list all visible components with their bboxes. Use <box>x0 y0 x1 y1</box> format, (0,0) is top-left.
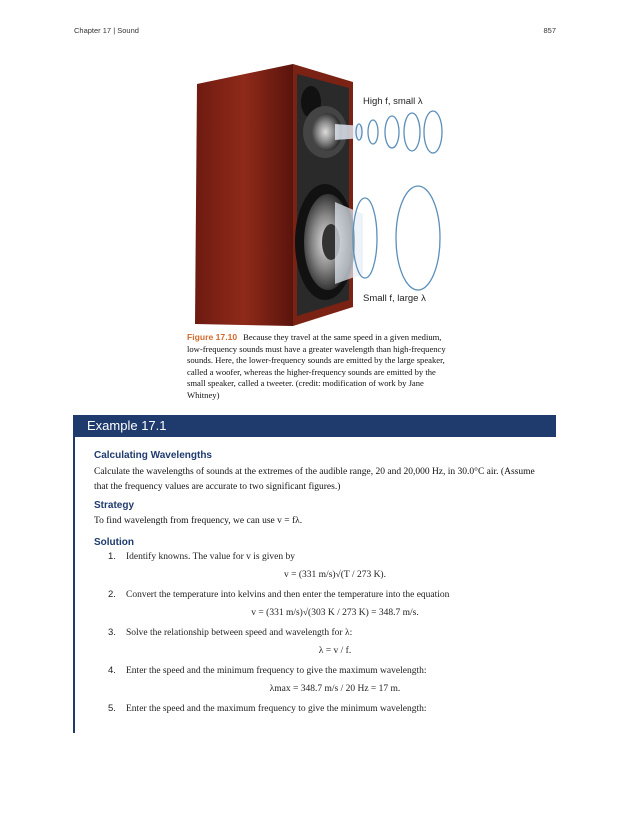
step-text: Enter the speed and the maximum frequency to give the minimum wavelength: <box>126 704 427 714</box>
figure-caption <box>187 332 449 402</box>
low-frequency-waves <box>353 186 440 290</box>
example-left-rule <box>73 437 75 733</box>
step-text: Enter the speed and the minimum frequency to give the maximum wavelength: <box>126 666 427 676</box>
caption-text: Because they travel at the same speed in a given medium, low-frequency sounds must have a greater wavelength than high-frequency sounds. Here, the lower-frequency sounds are emitted by the large speaker, called a woofer, whereas the higher-frequency sounds are emitted by the small speaker, called a tweeter. (credit: modification of work by Jane Whitney) <box>187 332 446 400</box>
example-heading: Calculating Wavelengths <box>94 450 212 461</box>
step-text: Identify knowns. The value for v is given by <box>126 552 295 562</box>
equation-4: λmax = 348.7 m/s / 20 Hz = 17 m. <box>269 684 401 694</box>
label-high-frequency: High f, small λ <box>363 96 423 107</box>
strategy-text: To find wavelength from frequency, we can use v = fλ. <box>94 516 303 526</box>
solution-step-5 <box>94 702 544 716</box>
strategy-title: Strategy <box>94 500 135 511</box>
example-title-bar: Example 17.1 <box>73 415 556 437</box>
example-body <box>94 450 544 716</box>
high-frequency-waves <box>356 111 442 153</box>
speaker-figure <box>185 62 450 332</box>
problem-text: Calculate the wavelengths of sounds at the extremes of the audible range, 20 and 20,000 Hz, in 30.0°C air. (Assume that the frequency values are accurate to two significant figures.) <box>94 467 535 492</box>
solution-step-2 <box>94 588 544 620</box>
step-number: 1. <box>108 551 116 562</box>
running-header-chapter: Chapter 17 | Sound <box>74 26 139 35</box>
cabinet-side <box>195 64 293 326</box>
figure-number: Figure 17.10 <box>187 332 238 342</box>
page-number: 857 <box>543 26 556 35</box>
tweeter-beam <box>335 124 363 140</box>
equation-1: v = (331 m/s)√(T / 273 K). <box>284 570 386 580</box>
step-number: 2. <box>108 589 116 600</box>
equation-2: v = (331 m/s)√(303 K / 273 K) = 348.7 m/s. <box>251 608 419 618</box>
solution-title: Solution <box>94 537 134 548</box>
step-number: 3. <box>108 627 116 638</box>
label-low-frequency: Small f, large λ <box>363 293 426 304</box>
equation-3: λ = v / f. <box>318 646 352 656</box>
solution-step-3 <box>94 626 544 658</box>
solution-step-4 <box>94 664 544 696</box>
step-number: 5. <box>108 703 116 714</box>
step-number: 4. <box>108 665 116 676</box>
step-text: Solve the relationship between speed and wavelength for λ: <box>126 628 353 638</box>
solution-steps <box>94 550 544 716</box>
step-text: Convert the temperature into kelvins and then enter the temperature into the equation <box>126 590 450 600</box>
solution-step-1 <box>94 550 544 582</box>
